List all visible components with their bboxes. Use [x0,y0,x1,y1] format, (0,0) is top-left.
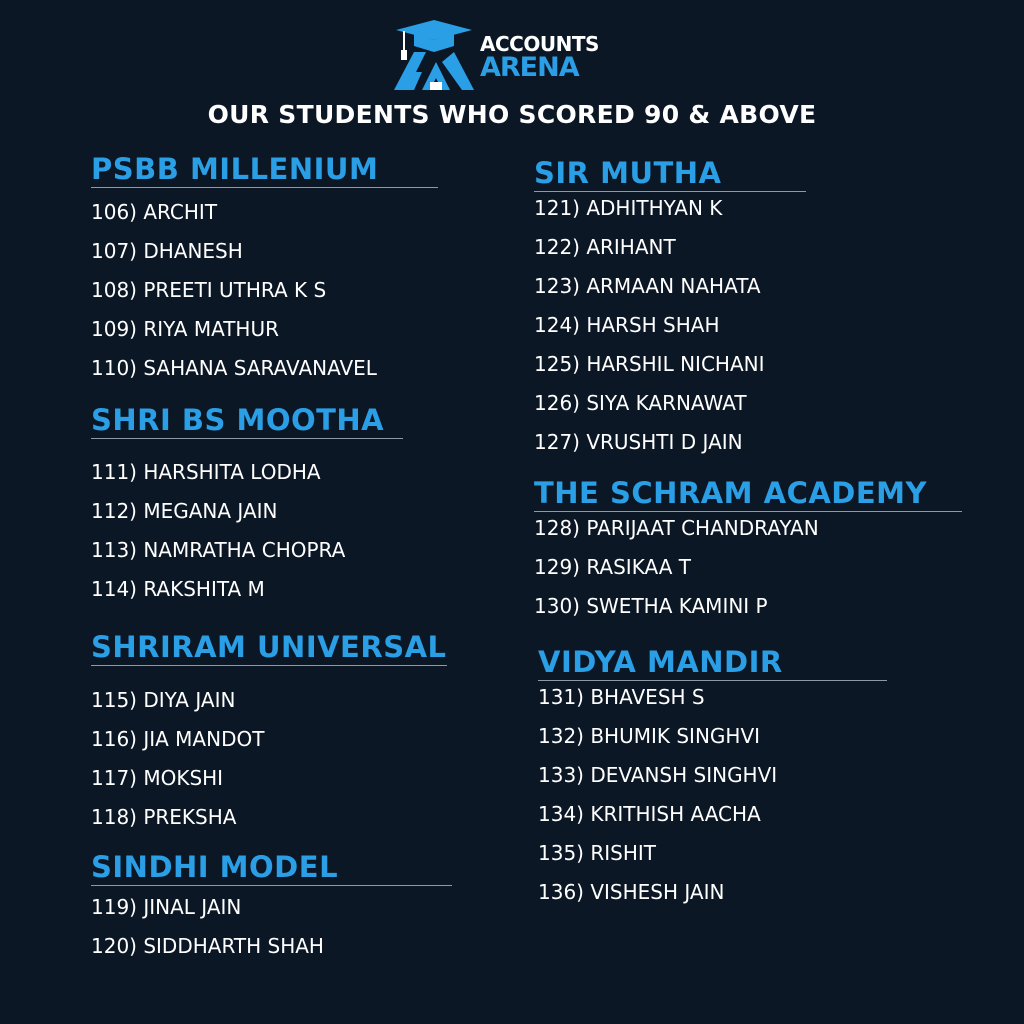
student-list [91,681,447,837]
school-title: SHRI BS MOOTHA [91,403,385,437]
school-section-vidya-mandir [538,645,887,912]
student-item: 116) JIA MANDOT [91,727,265,751]
school-section-shriram-universal [91,630,447,837]
student-item: 115) DIYA JAIN [91,688,236,712]
student-item: 129) RASIKAA T [534,555,691,579]
school-section-psbb-millenium [91,152,438,388]
student-item: 124) HARSH SHAH [534,313,720,337]
brand-logo [392,18,612,94]
student-item: 133) DEVANSH SINGHVI [538,763,778,787]
student-item: 119) JINAL JAIN [91,895,242,919]
student-item: 113) NAMRATHA CHOPRA [91,538,346,562]
student-list [91,193,438,388]
student-item: 108) PREETI UTHRA K S [91,278,327,302]
student-item: 125) HARSHIL NICHANI [534,352,765,376]
school-title: VIDYA MANDIR [538,645,783,679]
student-item: 131) BHAVESH S [538,685,705,709]
student-item: 127) VRUSHTI D JAIN [534,430,743,454]
student-list [538,678,887,912]
school-section-shri-bs-mootha [91,403,403,609]
section-divider [91,187,438,188]
student-item: 109) RIYA MATHUR [91,317,280,341]
student-item: 120) SIDDHARTH SHAH [91,934,324,958]
student-item: 111) HARSHITA LODHA [91,460,321,484]
page-headline: OUR STUDENTS WHO SCORED 90 & ABOVE [207,100,817,129]
student-item: 135) RISHIT [538,841,656,865]
student-item: 107) DHANESH [91,239,243,263]
student-item: 130) SWETHA KAMINI P [534,594,768,618]
school-title: SIR MUTHA [534,156,722,190]
student-item: 134) KRITHISH AACHA [538,802,761,826]
student-item: 128) PARIJAAT CHANDRAYAN [534,516,819,540]
section-divider [91,885,452,886]
graduation-cap-icon [392,18,476,92]
school-title: SINDHI MODEL [91,850,339,884]
school-section-sindhi-model [91,850,452,966]
student-item: 126) SIYA KARNAWAT [534,391,747,415]
student-list [91,453,403,609]
student-item: 122) ARIHANT [534,235,676,259]
student-item: 117) MOKSHI [91,766,224,790]
student-item: 106) ARCHIT [91,200,218,224]
student-list [91,888,452,966]
student-item: 118) PREKSHA [91,805,237,829]
school-title: THE SCHRAM ACADEMY [534,476,928,510]
school-title: SHRIRAM UNIVERSAL [91,630,447,664]
brand-name-line2: ARENA [480,52,579,83]
student-item: 114) RAKSHITA M [91,577,265,601]
student-item: 132) BHUMIK SINGHVI [538,724,761,748]
section-divider [91,665,447,666]
student-item: 123) ARMAAN NAHATA [534,274,761,298]
school-section-sir-mutha [534,156,806,462]
student-item: 110) SAHANA SARAVANAVEL [91,356,377,380]
school-section-the-schram-academy [534,476,962,626]
student-item: 112) MEGANA JAIN [91,499,278,523]
brand-name-line1: ACCOUNTS [480,32,599,56]
student-list [534,509,962,626]
student-item: 121) ADHITHYAN K [534,196,723,220]
school-title: PSBB MILLENIUM [91,152,379,186]
student-list [534,189,806,462]
student-item: 136) VISHESH JAIN [538,880,725,904]
section-divider [91,438,403,439]
